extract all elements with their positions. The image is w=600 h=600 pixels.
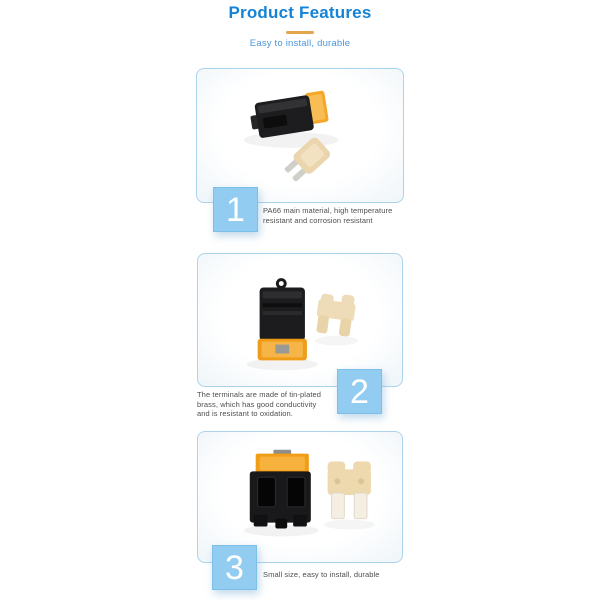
product-photo-card-3	[197, 431, 403, 563]
feature-number-badge-1: 1	[213, 187, 258, 232]
page-title: Product Features	[228, 3, 372, 22]
product-photo-card-2	[197, 253, 403, 387]
feature-caption-1	[263, 206, 413, 225]
feature-number-badge-2: 2	[337, 369, 382, 414]
caption-line: and is resistant to oxidation.	[197, 409, 293, 418]
feature-caption-2	[197, 390, 345, 419]
mini-fuse-illustration	[314, 291, 357, 337]
feature-caption-3	[263, 570, 413, 580]
product-photo-card-1	[196, 68, 404, 203]
fuse-holder-photo-1	[197, 69, 403, 202]
fuse-holder-photo-2	[198, 254, 402, 386]
fuse-holder-illustration	[250, 450, 311, 529]
caption-line: resistant and corrosion resistant	[263, 215, 373, 225]
feature-number-badge-3: 3	[212, 545, 257, 590]
photo-shadow	[244, 132, 339, 148]
fuse-holder-photo-3	[198, 432, 402, 562]
caption-line: brass, which has good conductivity	[197, 399, 317, 409]
caption-line: Small size, easy to install, durable	[263, 570, 380, 579]
fuse-holder-illustration	[248, 90, 330, 139]
photo-shadow	[315, 336, 358, 346]
mini-fuse-illustration	[328, 462, 371, 519]
title-divider	[286, 31, 314, 34]
fuse-holder-illustration	[258, 280, 307, 361]
caption-line: The terminals are made of tin-plated	[197, 390, 322, 399]
caption-line: PA66 main material, high temperature	[263, 206, 393, 215]
page-subtitle: Easy to install, durable	[249, 38, 351, 49]
photo-shadow	[324, 520, 375, 530]
